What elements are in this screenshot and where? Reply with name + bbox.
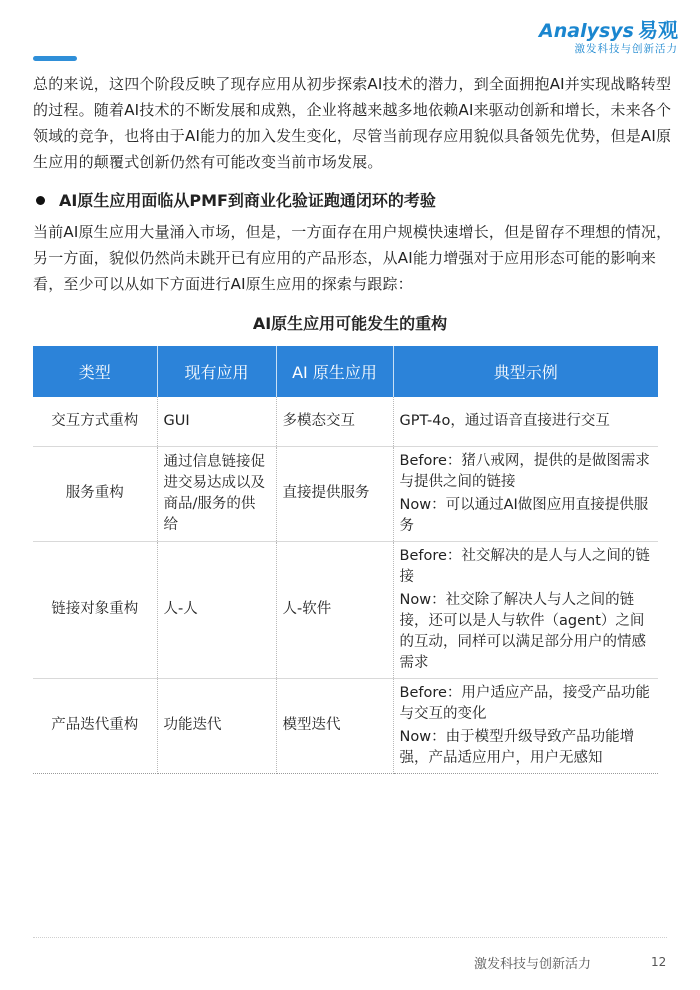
header-native: AI 原生应用 — [276, 346, 393, 397]
paragraph-summary: 总的来说，这四个阶段反映了现存应用从初步探索AI技术的潜力，到全面拥抱AI并实现战略转型的过程。随着AI技术的不断发展和成熟，企业将越来越多地依赖AI来驱动创新和增长，未来各个领域的竞争，也将由于AI能力的加入发生变化，尽管当前现存应用貌似具备领先优势，但是AI原生应用的颠覆式创新仍然有可能改变当前市场发展。 — [33, 75, 672, 171]
example-before: Before：社交解决的是人与人之间的链接 — [399, 547, 650, 585]
cell-examples — [393, 397, 658, 446]
footer-tagline: 激发科技与创新活力 — [474, 957, 592, 972]
table-row — [33, 446, 658, 541]
cell-native: 直接提供服务 — [276, 446, 393, 541]
page-number: 12 — [651, 955, 667, 969]
section-heading — [33, 188, 436, 211]
example-now: Now：由于模型升级导致产品功能增强，产品适应用户，用户无感知 — [399, 728, 635, 766]
table-row — [33, 397, 658, 446]
bullet-icon — [36, 196, 45, 205]
cell-type: 交互方式重构 — [33, 397, 157, 446]
header-existing: 现有应用 — [157, 346, 276, 397]
cell-examples — [393, 446, 658, 541]
cell-examples — [393, 541, 658, 678]
example-now: Now：可以通过AI做图应用直接提供服务 — [399, 496, 649, 534]
logo-tagline: 激发科技与创新活力 — [574, 43, 678, 55]
header-examples: 典型示例 — [393, 346, 658, 397]
brand-logo — [528, 14, 678, 60]
section-heading-text: AI原生应用面临从PMF到商业化验证跑通闭环的考验 — [59, 191, 436, 210]
table-title: AI原生应用可能发生的重构 — [252, 314, 448, 333]
cell-native: 人-软件 — [276, 541, 393, 678]
table-header-row — [33, 346, 658, 397]
cell-type: 产品迭代重构 — [33, 678, 157, 773]
paragraph-intro: 当前AI原生应用大量涌入市场，但是，一方面存在用户规模快速增长，但是留存不理想的情况，另一方面，貌似仍然尚未跳开已有应用的产品形态，从AI能力增强对于应用形态可能的影响来看，至少可以从如下方面进行AI原生应用的探索与跟踪： — [33, 223, 672, 293]
example-line: GPT-4o，通过语音直接进行交互 — [399, 412, 610, 429]
cell-existing: 功能迭代 — [157, 678, 276, 773]
example-now: Now：社交除了解决人与人之间的链接，还可以是人与软件（agent）之间的互动，同样可以满足部分用户的情感需求 — [399, 591, 646, 671]
example-before: Before：猪八戒网，提供的是做图需求与提供之间的链接 — [399, 452, 650, 490]
cell-type: 链接对象重构 — [33, 541, 157, 678]
logo-wordmark: Analysys — [539, 20, 634, 42]
table-row — [33, 541, 658, 678]
cell-existing: 人-人 — [157, 541, 276, 678]
footer-divider — [33, 937, 667, 938]
cell-existing: 通过信息链接促进交易达成以及商品/服务的供给 — [157, 446, 276, 541]
cell-examples — [393, 678, 658, 773]
cell-native: 模型迭代 — [276, 678, 393, 773]
cell-type: 服务重构 — [33, 446, 157, 541]
logo-chinese: 易观 — [638, 18, 678, 42]
accent-bar — [33, 56, 77, 61]
cell-native: 多模态交互 — [276, 397, 393, 446]
header-type: 类型 — [33, 346, 157, 397]
cell-existing: GUI — [157, 397, 276, 446]
table-row — [33, 678, 658, 773]
example-before: Before：用户适应产品，接受产品功能与交互的变化 — [399, 684, 650, 722]
reconstruction-table — [33, 346, 658, 774]
